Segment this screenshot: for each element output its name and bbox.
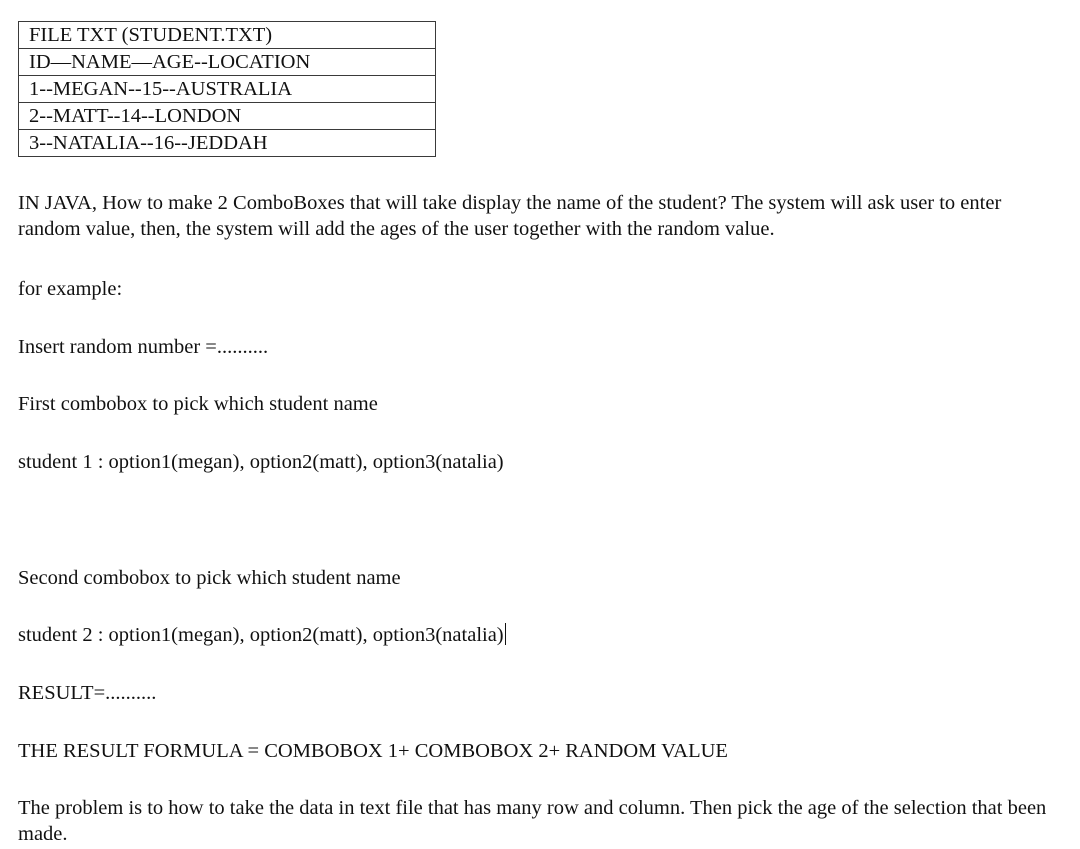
table-row: [19, 22, 436, 49]
table-cell-record: 2--MATT--14--LONDON: [19, 103, 436, 130]
table-row: [19, 103, 436, 130]
table-cell-record: 1--MEGAN--15--AUSTRALIA: [19, 76, 436, 103]
table-cell-file-title: FILE TXT (STUDENT.TXT): [19, 22, 436, 49]
table-row: [19, 49, 436, 76]
student-file-table: [18, 21, 436, 157]
text-cursor: [505, 623, 506, 645]
question-paragraph: IN JAVA, How to make 2 ComboBoxes that will take display the name of the student? The system will ask user to enter random value, then, the system will add the ages of the user together with the random value.: [18, 192, 1002, 240]
table-cell-header: ID—NAME—AGE--LOCATION: [19, 49, 436, 76]
table-row: [19, 130, 436, 157]
student1-options-line: student 1 : option1(megan), option2(matt), option3(natalia): [18, 451, 504, 473]
for-example-label: for example:: [18, 278, 123, 300]
first-combobox-line: First combobox to pick which student name: [18, 393, 378, 415]
student2-options-line[interactable]: [18, 622, 506, 648]
second-combobox-line: Second combobox to pick which student name: [18, 567, 401, 589]
result-line: RESULT=..........: [18, 682, 157, 704]
table-cell-record: 3--NATALIA--16--JEDDAH: [19, 130, 436, 157]
table-row: [19, 76, 436, 103]
problem-paragraph: The problem is to how to take the data in text file that has many row and column. Then pick the age of the selection that been made.: [18, 797, 1047, 845]
formula-line: THE RESULT FORMULA = COMBOBOX 1+ COMBOBOX 2+ RANDOM VALUE: [18, 740, 728, 762]
student2-options-text: student 2 : option1(megan), option2(matt), option3(natalia): [18, 624, 504, 646]
insert-random-line: Insert random number =..........: [18, 336, 269, 358]
